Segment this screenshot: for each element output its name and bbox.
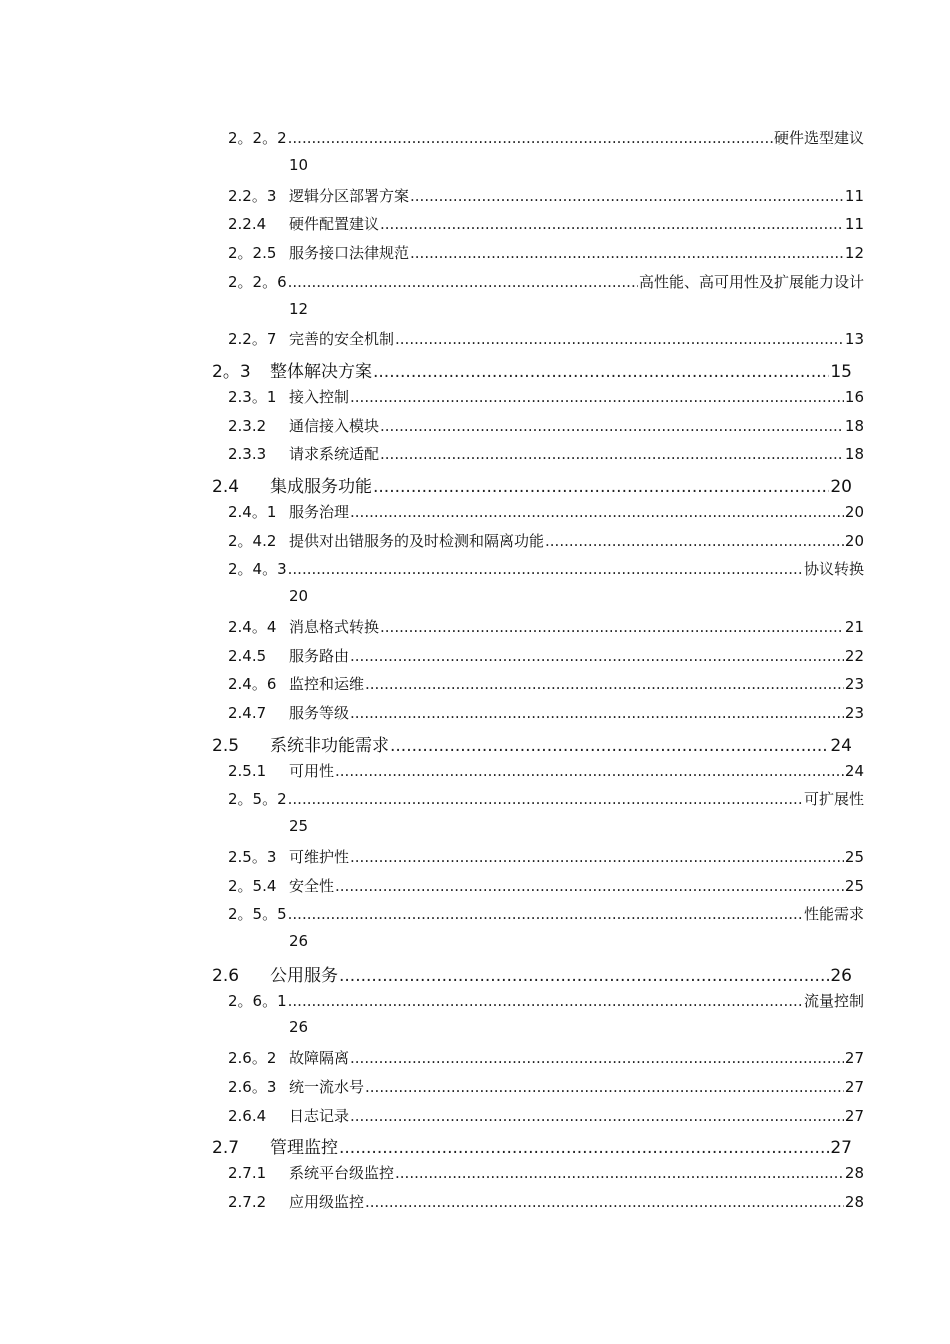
toc-entry-number: 2.2。3 [228, 186, 277, 205]
toc-entry[interactable] [228, 788, 864, 816]
toc-entry-number: 2.7 [212, 1138, 240, 1159]
toc-leader-dots [395, 330, 844, 348]
toc-entry[interactable] [228, 386, 864, 414]
toc-entry[interactable] [228, 185, 864, 213]
toc-entry[interactable] [228, 558, 864, 586]
toc-leader-dots [373, 477, 829, 497]
toc-entry[interactable] [228, 702, 864, 730]
toc-entry-page: 24 [844, 761, 864, 780]
toc-leader-dots [380, 215, 844, 233]
toc-leader-dots [365, 675, 844, 693]
toc-leader-dots [350, 704, 844, 722]
toc-entry-title: 可维护性 [289, 847, 350, 866]
toc-entry-number: 2.4。1 [228, 502, 277, 521]
toc-entry-title: 可用性 [289, 761, 335, 780]
toc-entry-title: 安全性 [289, 876, 335, 895]
toc-entry[interactable] [228, 127, 864, 155]
toc-entry-title: 系统平台级监控 [289, 1164, 395, 1182]
toc-entry-page: 21 [844, 617, 864, 636]
toc-leader-dots [288, 790, 803, 808]
toc-entry-page: 11 [844, 186, 864, 205]
toc-entry-page: 12 [844, 244, 864, 262]
toc-entry-number: 2。5。5 [228, 905, 287, 924]
toc-entry[interactable] [228, 616, 864, 644]
toc-leader-dots [380, 618, 844, 636]
toc-leader-dots [288, 992, 803, 1010]
toc-leader-dots [288, 560, 803, 578]
toc-entry-page: 23 [844, 675, 864, 694]
toc-entry-title: 提供对出错服务的及时检测和隔离功能 [289, 531, 545, 550]
toc-entry[interactable] [228, 328, 864, 356]
toc-entry[interactable] [228, 875, 864, 903]
toc-entry[interactable] [228, 443, 864, 471]
toc-entry-title: 服务接口法律规范 [289, 244, 410, 262]
toc-entry[interactable] [228, 1162, 864, 1190]
toc-entry[interactable] [212, 357, 852, 385]
toc-leader-dots [365, 1078, 844, 1096]
toc-entry-number: 2.2。7 [228, 330, 277, 349]
toc-entry-title: 服务路由 [289, 646, 350, 665]
toc-entry[interactable] [228, 530, 864, 558]
toc-entry-number: 2.5 [212, 735, 240, 756]
toc-entry-number: 2.4。6 [228, 675, 277, 694]
toc-entry-title: 通信接入模块 [289, 416, 380, 435]
toc-entry-title: 统一流水号 [289, 1077, 365, 1096]
toc-entry[interactable] [228, 903, 864, 931]
toc-leader-dots [545, 532, 844, 550]
toc-entry-title: 流量控制 [803, 991, 864, 1010]
toc-entry-page: 18 [844, 445, 864, 464]
toc-entry-page: 10 [289, 155, 309, 174]
toc-entry-page: 25 [844, 847, 864, 866]
toc-leader-dots [339, 966, 829, 986]
toc-entry-page: 16 [844, 387, 864, 406]
toc-entry-page: 15 [830, 362, 852, 382]
toc-entry-number: 2。5。2 [228, 790, 287, 809]
toc-leader-dots [365, 1193, 844, 1211]
toc-entry-page: 27 [844, 1049, 864, 1067]
toc-entry[interactable] [228, 645, 864, 673]
toc-entry-title: 高性能、高可用性及扩展能力设计 [638, 272, 864, 291]
toc-entry-page: 18 [844, 416, 864, 435]
toc-entry-title: 应用级监控 [289, 1192, 365, 1211]
toc-entry-title: 性能需求 [803, 905, 864, 924]
toc-entry-number: 2.5.1 [228, 761, 267, 780]
toc-leader-dots [288, 129, 773, 147]
toc-entry-title: 可扩展性 [803, 790, 864, 809]
toc-entry-page: 13 [844, 330, 864, 349]
toc-entry-number: 2.4 [212, 477, 240, 497]
toc-entry-number: 2。3 [212, 362, 251, 382]
toc-entry-page: 20 [289, 587, 309, 605]
toc-entry[interactable] [212, 1133, 852, 1161]
toc-entry-number: 2.6.4 [228, 1106, 267, 1125]
toc-entry-title: 整体解决方案 [270, 362, 372, 382]
toc-leader-dots [288, 905, 803, 923]
toc-entry-page: 23 [844, 704, 864, 722]
toc-entry[interactable] [228, 1076, 864, 1104]
toc-entry[interactable] [212, 731, 852, 759]
toc-entry-page: 26 [289, 932, 309, 950]
toc-entry-page: 22 [844, 646, 864, 665]
toc-entry-title: 管理监控 [270, 1138, 338, 1159]
toc-entry-title: 故障隔离 [289, 1049, 350, 1067]
toc-leader-dots [350, 503, 844, 521]
toc-entry-number: 2.6 [212, 965, 240, 986]
toc-entry-number: 2.4。4 [228, 617, 277, 636]
toc-entry-page: 20 [844, 502, 864, 521]
toc-entry[interactable] [228, 673, 864, 701]
toc-entry-title: 服务等级 [289, 704, 350, 722]
toc-entry-title: 接入控制 [289, 387, 350, 406]
toc-entry[interactable] [228, 846, 864, 874]
toc-entry[interactable] [228, 271, 864, 299]
toc-entry[interactable] [228, 415, 864, 443]
toc-entry-page: 20 [830, 477, 852, 497]
toc-entry-page: 12 [289, 299, 309, 318]
toc-entry-page: 20 [844, 531, 864, 550]
toc-leader-dots [380, 445, 844, 463]
toc-entry-number: 2。4。3 [228, 560, 287, 579]
toc-leader-dots [350, 388, 844, 406]
toc-leader-dots [373, 362, 829, 382]
toc-entry-number: 2.4.7 [228, 704, 267, 722]
toc-leader-dots [395, 1164, 844, 1182]
toc-entry[interactable] [228, 501, 864, 529]
toc-entry-number: 2。5.4 [228, 876, 277, 895]
toc-entry[interactable] [228, 213, 864, 241]
toc-entry-title: 系统非功能需求 [270, 735, 389, 756]
toc-entry-number: 2.3.3 [228, 445, 267, 464]
toc-leader-dots [410, 187, 844, 205]
toc-entry-title: 监控和运维 [289, 675, 365, 694]
toc-entry-number: 2。2.5 [228, 244, 277, 262]
toc-entry-title: 硬件选型建议 [773, 129, 864, 147]
toc-entry-number: 2.7.1 [228, 1164, 267, 1182]
toc-entry-page: 24 [830, 735, 852, 756]
toc-leader-dots [350, 848, 844, 866]
toc-leader-dots [288, 273, 638, 291]
toc-entry-page: 25 [844, 876, 864, 895]
toc-leader-dots [350, 1107, 844, 1125]
toc-entry-number: 2.2.4 [228, 215, 267, 234]
toc-entry[interactable] [228, 1105, 864, 1133]
toc-entry-number: 2。6。1 [228, 991, 287, 1010]
toc-entry-number: 2。2。2 [228, 129, 287, 147]
toc-entry[interactable] [212, 472, 852, 500]
toc-entry-page: 26 [289, 1018, 309, 1037]
toc-entry[interactable] [228, 1047, 864, 1075]
toc-leader-dots [390, 736, 829, 756]
toc-entry-title: 公用服务 [270, 965, 338, 986]
toc-entry-page: 28 [844, 1192, 864, 1211]
toc-entry-number: 2.3.2 [228, 416, 267, 435]
toc-entry-title: 协议转换 [803, 560, 864, 579]
toc-entry[interactable] [228, 242, 864, 270]
toc-entry-page: 28 [844, 1164, 864, 1182]
toc-entry-title: 完善的安全机制 [289, 330, 395, 349]
toc-leader-dots [380, 417, 844, 435]
toc-entry-title: 逻辑分区部署方案 [289, 186, 410, 205]
toc-entry-page: 27 [844, 1106, 864, 1125]
toc-entry-title: 日志记录 [289, 1106, 350, 1125]
toc-entry-number: 2。4.2 [228, 531, 277, 550]
toc-entry-title: 硬件配置建议 [289, 215, 380, 234]
toc-entry[interactable] [228, 760, 864, 788]
toc-entry-page: 27 [830, 1138, 852, 1159]
toc-leader-dots [335, 762, 844, 780]
toc-entry-number: 2.6。2 [228, 1049, 277, 1067]
toc-entry-number: 2。2。6 [228, 272, 287, 291]
toc-entry-title: 集成服务功能 [270, 477, 372, 497]
toc-leader-dots [335, 877, 844, 895]
toc-entry-number: 2.5。3 [228, 847, 277, 866]
toc-entry-number: 2.6。3 [228, 1077, 277, 1096]
toc-entry[interactable] [212, 961, 852, 989]
toc-entry-number: 2.3。1 [228, 387, 277, 406]
toc-entry-page: 11 [844, 215, 864, 234]
toc-entry[interactable] [228, 1191, 864, 1219]
toc-entry-number: 2.4.5 [228, 646, 267, 665]
toc-entry[interactable] [228, 990, 864, 1018]
toc-entry-title: 消息格式转换 [289, 617, 380, 636]
toc-leader-dots [339, 1138, 829, 1158]
toc-leader-dots [410, 244, 844, 262]
toc-entry-number: 2.7.2 [228, 1192, 267, 1211]
toc-leader-dots [350, 647, 844, 665]
toc-entry-title: 服务治理 [289, 502, 350, 521]
toc-entry-page: 26 [830, 965, 852, 986]
toc-leader-dots [350, 1049, 844, 1067]
toc-entry-page: 25 [289, 817, 309, 835]
toc-entry-title: 请求系统适配 [289, 445, 380, 464]
toc-entry-page: 27 [844, 1077, 864, 1096]
